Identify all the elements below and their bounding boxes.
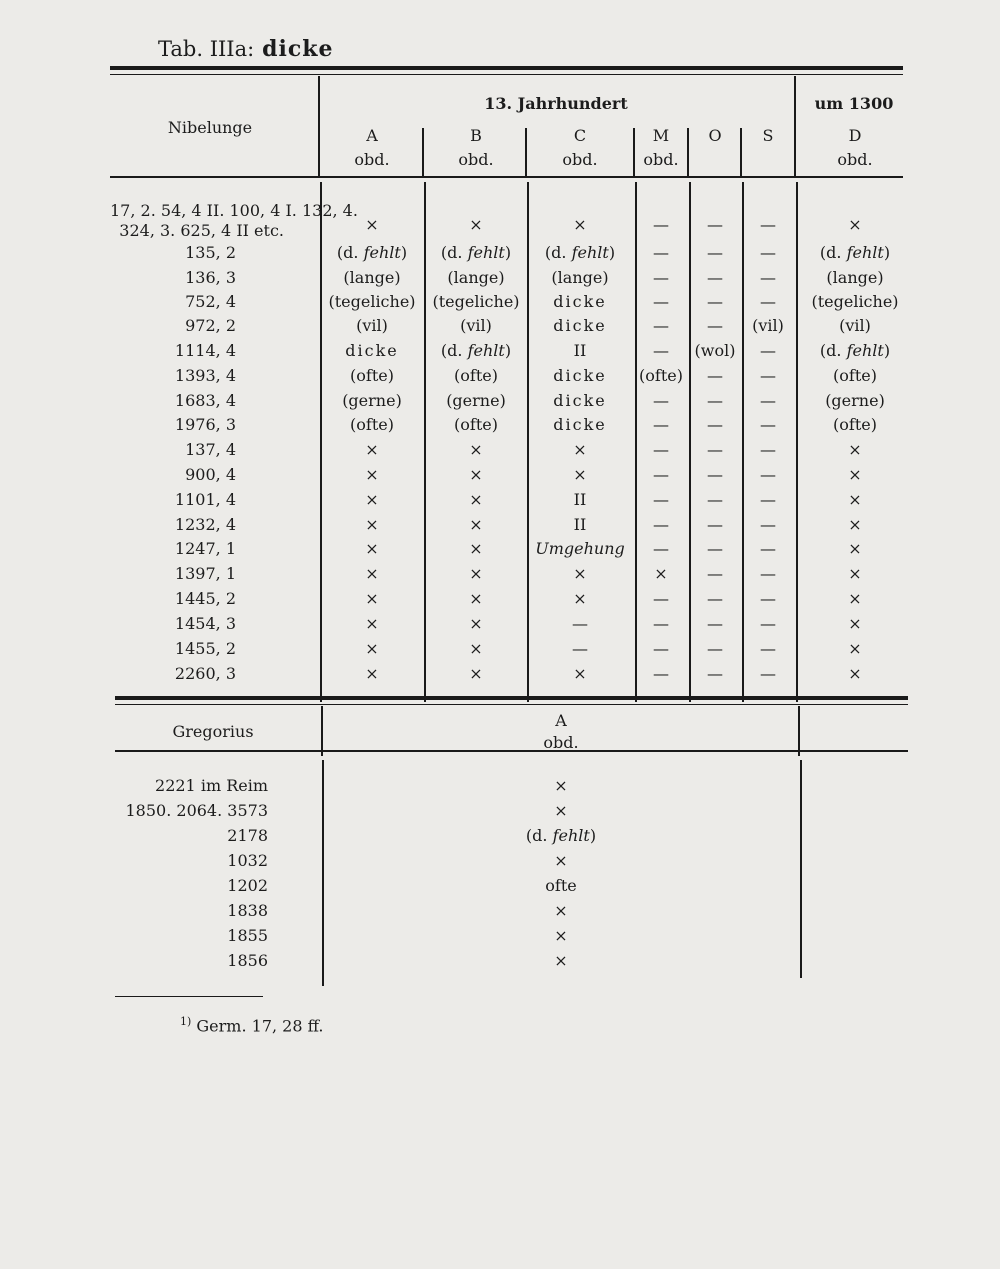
table-cell: (ofte) xyxy=(833,366,877,385)
header-bottom-rule xyxy=(110,176,903,178)
table-cell: — xyxy=(707,292,723,311)
vline-label-body xyxy=(320,182,322,702)
table-cell: — xyxy=(707,639,723,658)
col-header-letter: O xyxy=(708,126,722,145)
table-cell: — xyxy=(707,465,723,484)
row-ref: 1683, 4 xyxy=(174,391,236,410)
table-cell: (wol) xyxy=(694,341,736,360)
vline-um xyxy=(794,76,796,176)
table-cell: × xyxy=(573,589,587,608)
row-ref: 136, 3 xyxy=(185,268,236,287)
table-cell: × xyxy=(848,614,862,633)
table-cell: — xyxy=(707,391,723,410)
vline-ab-body xyxy=(424,182,426,702)
vline-cm-body xyxy=(635,182,637,702)
title-prefix: Tab. IIIa: xyxy=(158,37,255,61)
table-cell: × xyxy=(848,465,862,484)
table-cell: (tegeliche) xyxy=(432,292,520,311)
table-cell: × xyxy=(365,215,379,234)
header-century: 13. Jahrhundert xyxy=(484,94,628,113)
footnote-text: Germ. 17, 28 ff. xyxy=(196,1016,324,1036)
vline-ab xyxy=(422,128,424,176)
greg-row-ref: 2221 im Reim xyxy=(155,776,268,795)
table-cell: × xyxy=(365,515,379,534)
table-cell: (ofte) xyxy=(350,415,394,434)
greg-row-ref: 1838 xyxy=(227,901,268,920)
table-cell: Umgehung xyxy=(535,539,625,558)
col-header-sub: obd. xyxy=(643,150,679,169)
col-header-letter: M xyxy=(652,126,670,145)
table-cell: — xyxy=(653,440,669,459)
table-cell: — xyxy=(653,316,669,335)
table-cell: × xyxy=(469,664,483,683)
top-thick-rule xyxy=(110,66,903,70)
table-cell: — xyxy=(707,440,723,459)
greg-row-ref: 1856 xyxy=(227,951,268,970)
vline-bc xyxy=(525,128,527,176)
table-cell: — xyxy=(707,316,723,335)
table-cell: — xyxy=(760,589,776,608)
table-cell: × xyxy=(469,589,483,608)
table-cell: × xyxy=(365,664,379,683)
table-cell: — xyxy=(572,639,588,658)
vline-os xyxy=(740,128,742,176)
table-cell: II xyxy=(573,341,587,360)
greg-row-ref: 1032 xyxy=(227,851,268,870)
table-cell: — xyxy=(707,564,723,583)
table-cell: — xyxy=(760,490,776,509)
table-cell: — xyxy=(653,391,669,410)
row-ref: 1247, 1 xyxy=(174,539,236,558)
col-header-letter: C xyxy=(573,126,587,145)
section-thin-rule xyxy=(115,704,908,705)
table-cell: × xyxy=(469,440,483,459)
table-cell: dicke xyxy=(553,415,607,434)
table-cell: × xyxy=(573,465,587,484)
greg-row-ref: 1850. 2064. 3573 xyxy=(125,801,268,820)
col-header-sub: obd. xyxy=(837,150,873,169)
table-cell: (d. fehlt) xyxy=(440,341,512,360)
table-cell: (lange) xyxy=(447,268,505,287)
table-cell: × xyxy=(848,639,862,658)
table-cell: (vil) xyxy=(460,316,492,335)
table-cell: — xyxy=(653,465,669,484)
row-ref: 324, 3. 625, 4 II etc. xyxy=(119,221,284,240)
vline-label xyxy=(318,76,320,176)
table-cell: × xyxy=(469,639,483,658)
table-cell: × xyxy=(365,639,379,658)
greg-vline-left-body xyxy=(322,760,324,986)
table-cell: — xyxy=(653,243,669,262)
table-cell: × xyxy=(365,589,379,608)
row-ref: 137, 4 xyxy=(185,440,236,459)
footnote xyxy=(180,1012,324,1036)
table-cell: × xyxy=(848,215,862,234)
table-cell: dicke xyxy=(553,366,607,385)
greg-col-letter: A xyxy=(555,711,567,730)
row-ref: 1445, 2 xyxy=(174,589,236,608)
row-ref: 1114, 4 xyxy=(174,341,236,360)
table-cell: × xyxy=(365,440,379,459)
table-cell: (tegeliche) xyxy=(328,292,416,311)
greg-cell: × xyxy=(554,951,568,970)
footnote-mark: 1) xyxy=(180,1015,192,1028)
greg-cell: (d. fehlt) xyxy=(525,826,597,845)
title-word: dicke xyxy=(262,36,334,62)
table-cell: (gerne) xyxy=(825,391,885,410)
table-cell: (lange) xyxy=(826,268,884,287)
table-cell: — xyxy=(707,268,723,287)
table-cell: — xyxy=(760,366,776,385)
table-cell: (d. fehlt) xyxy=(544,243,616,262)
greg-row-ref: 1202 xyxy=(227,876,268,895)
col-header-letter: D xyxy=(848,126,862,145)
table-cell: dicke xyxy=(553,292,607,311)
table-cell: — xyxy=(760,639,776,658)
table-cell: dicke xyxy=(553,316,607,335)
table-cell: × xyxy=(469,490,483,509)
page-title xyxy=(158,36,334,62)
row-ref: 17, 2. 54, 4 II. 100, 4 I. 132, 4. xyxy=(110,201,358,220)
greg-cell: ofte xyxy=(545,876,577,895)
table-cell: (d. fehlt) xyxy=(336,243,408,262)
table-cell: — xyxy=(653,215,669,234)
table-cell: — xyxy=(760,292,776,311)
table-cell: × xyxy=(848,440,862,459)
table-cell: II xyxy=(573,490,587,509)
table-cell: — xyxy=(653,268,669,287)
vline-os-body xyxy=(742,182,744,702)
table-cell: (ofte) xyxy=(454,366,498,385)
header-row-label: Nibelunge xyxy=(167,118,253,137)
table-cell: — xyxy=(760,440,776,459)
col-header-letter: B xyxy=(470,126,482,145)
col-header-letter: A xyxy=(366,126,378,145)
table-cell: — xyxy=(707,490,723,509)
row-ref: 2260, 3 xyxy=(174,664,236,683)
table-cell: dicke xyxy=(553,391,607,410)
top-thin-rule xyxy=(110,74,903,75)
table-cell: (gerne) xyxy=(446,391,506,410)
table-cell: — xyxy=(760,465,776,484)
table-cell: — xyxy=(653,415,669,434)
table-cell: × xyxy=(848,490,862,509)
table-cell: (lange) xyxy=(551,268,609,287)
greg-cell: × xyxy=(554,776,568,795)
table-cell: — xyxy=(707,539,723,558)
greg-vline-right-body xyxy=(800,760,802,978)
table-cell: — xyxy=(653,539,669,558)
table-cell: × xyxy=(469,215,483,234)
table-cell: (ofte) xyxy=(454,415,498,434)
table-cell: — xyxy=(707,614,723,633)
table-cell: × xyxy=(469,564,483,583)
header-um: um 1300 xyxy=(814,94,894,113)
table-cell: × xyxy=(365,614,379,633)
row-ref: 752, 4 xyxy=(185,292,236,311)
vline-cm xyxy=(633,128,635,176)
row-ref: 1393, 4 xyxy=(174,366,236,385)
table-cell: × xyxy=(469,539,483,558)
row-ref: 1976, 3 xyxy=(174,415,236,434)
table-cell: × xyxy=(848,589,862,608)
row-ref: 135, 2 xyxy=(185,243,236,262)
table-cell: × xyxy=(573,215,587,234)
col-header-sub: obd. xyxy=(562,150,598,169)
col-header-letter: S xyxy=(762,126,774,145)
table-cell: (tegeliche) xyxy=(811,292,899,311)
table-cell: dicke xyxy=(345,341,399,360)
table-cell: (gerne) xyxy=(342,391,402,410)
table-cell: — xyxy=(707,243,723,262)
table-cell: — xyxy=(760,268,776,287)
table-cell: — xyxy=(760,341,776,360)
col-header-sub: obd. xyxy=(458,150,494,169)
table-cell: — xyxy=(653,639,669,658)
table-cell: — xyxy=(760,564,776,583)
row-ref: 900, 4 xyxy=(185,465,236,484)
table-cell: × xyxy=(469,465,483,484)
table-cell: — xyxy=(653,664,669,683)
table-cell: — xyxy=(707,215,723,234)
table-cell: — xyxy=(572,614,588,633)
section-thick-rule xyxy=(115,696,908,700)
table-cell: (ofte) xyxy=(639,366,683,385)
col-header-sub: obd. xyxy=(354,150,390,169)
greg-label: Gregorius xyxy=(172,722,254,741)
table-cell: — xyxy=(707,515,723,534)
row-ref: 972, 2 xyxy=(185,316,236,335)
row-ref: 1101, 4 xyxy=(174,490,236,509)
table-cell: × xyxy=(573,440,587,459)
table-cell: — xyxy=(760,614,776,633)
table-cell: × xyxy=(365,490,379,509)
greg-cell: × xyxy=(554,926,568,945)
table-cell: — xyxy=(653,515,669,534)
table-cell: — xyxy=(653,490,669,509)
greg-cell: × xyxy=(554,801,568,820)
table-cell: × xyxy=(654,564,668,583)
table-cell: — xyxy=(760,515,776,534)
vline-um-body xyxy=(796,182,798,702)
table-cell: × xyxy=(365,539,379,558)
table-cell: — xyxy=(760,243,776,262)
table-cell: — xyxy=(653,614,669,633)
table-cell: — xyxy=(760,539,776,558)
table-cell: (vil) xyxy=(356,316,388,335)
table-cell: (ofte) xyxy=(833,415,877,434)
row-ref: 1454, 3 xyxy=(174,614,236,633)
table-cell: × xyxy=(848,515,862,534)
vline-mo-body xyxy=(689,182,691,702)
greg-row-ref: 2178 xyxy=(227,826,268,845)
table-cell: (vil) xyxy=(752,316,784,335)
table-cell: II xyxy=(573,515,587,534)
table-cell: × xyxy=(848,539,862,558)
table-cell: × xyxy=(365,564,379,583)
table-cell: — xyxy=(653,341,669,360)
table-cell: — xyxy=(707,415,723,434)
table-cell: × xyxy=(469,515,483,534)
table-cell: × xyxy=(573,664,587,683)
table-cell: — xyxy=(707,664,723,683)
table-cell: — xyxy=(653,589,669,608)
vline-mo xyxy=(687,128,689,176)
table-cell: (ofte) xyxy=(350,366,394,385)
table-cell: — xyxy=(760,664,776,683)
greg-cell: × xyxy=(554,901,568,920)
row-ref: 1455, 2 xyxy=(174,639,236,658)
table-cell: × xyxy=(848,564,862,583)
table-cell: (lange) xyxy=(343,268,401,287)
table-cell: — xyxy=(653,292,669,311)
footnote-rule xyxy=(115,996,263,997)
table-cell: (d. fehlt) xyxy=(819,341,891,360)
table-cell: (vil) xyxy=(839,316,871,335)
table-cell: — xyxy=(760,215,776,234)
table-cell: — xyxy=(707,589,723,608)
greg-row-ref: 1855 xyxy=(227,926,268,945)
table-cell: × xyxy=(365,465,379,484)
table-cell: — xyxy=(760,415,776,434)
table-cell: — xyxy=(707,366,723,385)
table-cell: × xyxy=(469,614,483,633)
table-cell: (d. fehlt) xyxy=(819,243,891,262)
table-cell: × xyxy=(573,564,587,583)
row-ref: 1397, 1 xyxy=(174,564,236,583)
greg-vline-right xyxy=(798,706,800,756)
greg-vline-left xyxy=(321,706,323,756)
greg-cell: × xyxy=(554,851,568,870)
table-cell: (d. fehlt) xyxy=(440,243,512,262)
greg-col-sub: obd. xyxy=(543,733,579,752)
greg-header-rule xyxy=(115,750,908,752)
vline-bc-body xyxy=(527,182,529,702)
table-cell: × xyxy=(848,664,862,683)
table-cell: — xyxy=(760,391,776,410)
row-ref: 1232, 4 xyxy=(174,515,236,534)
